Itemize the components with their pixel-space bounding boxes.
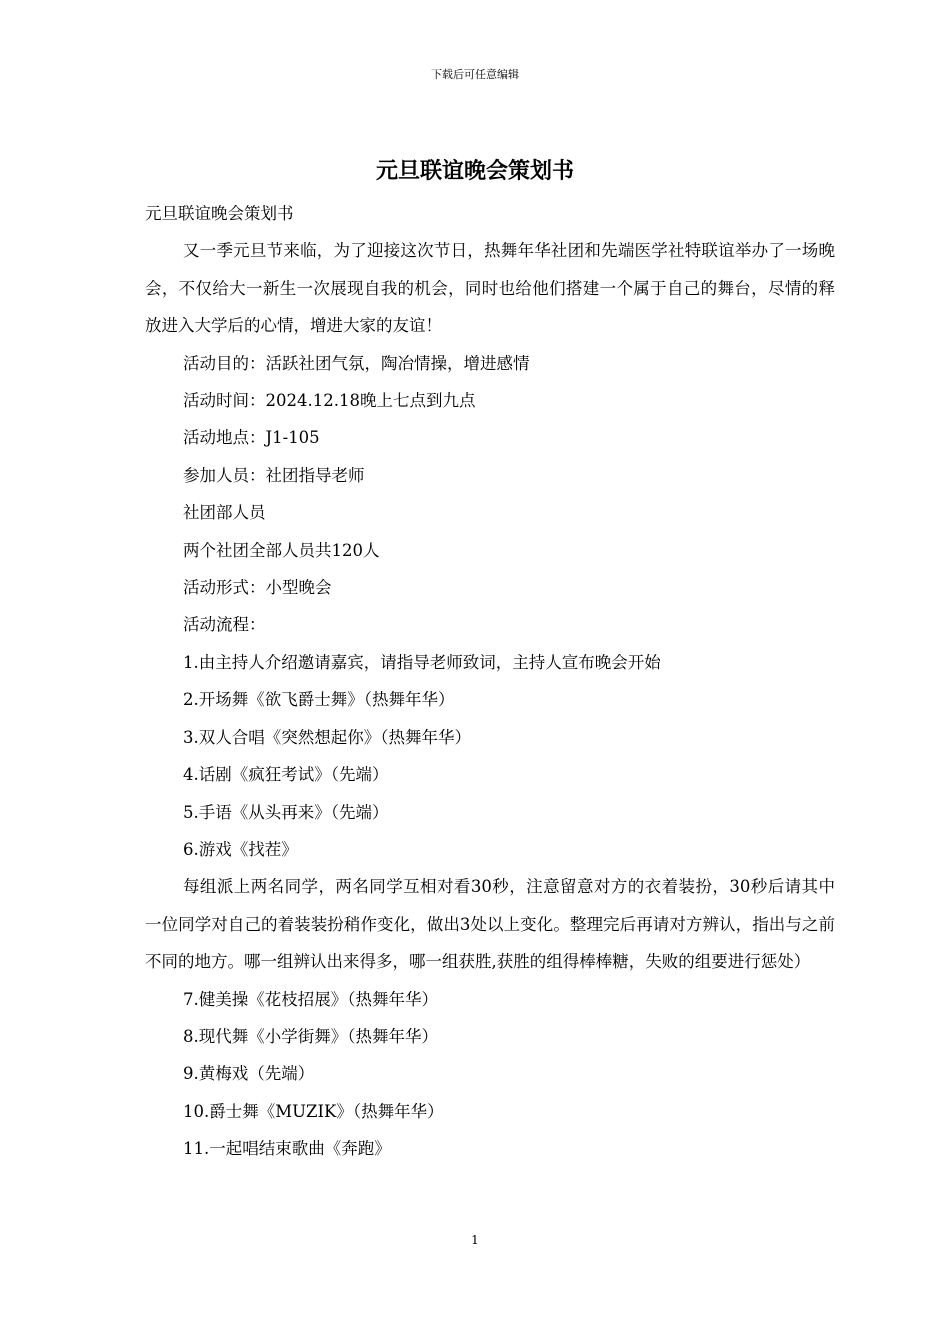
activity-purpose: 活动目的：活跃社团气氛，陶冶情操，增进感情 (183, 353, 530, 373)
game-rules-paragraph: 每组派上两名同学，两名同学互相对看30秒，注意留意对方的衣着装扮，30秒后请其中一位同学对自己的着装装扮稍作变化，做出3处以上变化。整理完后再请对方辨认，指出与之前不同的地方。哪一组辨认出来得多，哪一组获胜,获胜的组得棒棒糖，失败的组要进行惩处） (145, 877, 835, 972)
activity-flow-heading: 活动流程： (183, 615, 266, 635)
flow-item: 7.健美操《花枝招展》（热舞年华） (183, 989, 438, 1009)
document-title: 元旦联谊晚会策划书 (375, 158, 574, 184)
flow-item: 6.游戏《找茬》 (183, 839, 298, 859)
flow-item: 9.黄梅戏（先端） (183, 1064, 315, 1084)
page-header-note: 下载后可任意编辑 (431, 68, 519, 81)
page-number: 1 (471, 1233, 479, 1247)
activity-location: 活动地点：J1-105 (183, 428, 320, 448)
participants-total: 两个社团全部人员共120人 (183, 540, 380, 560)
participants-club-staff: 社团部人员 (183, 503, 266, 523)
subtitle-line: 元旦联谊晚会策划书 (145, 204, 294, 223)
document-body (145, 195, 835, 1168)
activity-format: 活动形式：小型晚会 (183, 578, 332, 598)
flow-item: 8.现代舞《小学街舞》（热舞年华） (183, 1026, 438, 1046)
flow-item: 11.一起唱结束歌曲《奔跑》 (183, 1139, 391, 1159)
flow-item: 1.由主持人介绍邀请嘉宾，请指导老师致词，主持人宣布晚会开始 (183, 652, 661, 672)
flow-item: 4.话剧《疯狂考试》（先端） (183, 765, 389, 785)
flow-item: 2.开场舞《欲飞爵士舞》（热舞年华） (183, 690, 455, 710)
activity-time: 活动时间：2024.12.18晚上七点到九点 (183, 391, 476, 411)
flow-item: 10.爵士舞《MUZIK》（热舞年华） (183, 1101, 444, 1121)
intro-paragraph: 又一季元旦节来临，为了迎接这次节日，热舞年华社团和先端医学社特联谊举办了一场晚会，不仅给大一新生一次展现自我的机会，同时也给他们搭建一个属于自己的舞台，尽情的释放进入大学后的心情，增进大家的友谊！ (145, 241, 835, 336)
participants: 参加人员：社团指导老师 (183, 465, 365, 485)
flow-item: 3.双人合唱《突然想起你》（热舞年华） (183, 727, 471, 747)
flow-item: 5.手语《从头再来》（先端） (183, 802, 389, 822)
